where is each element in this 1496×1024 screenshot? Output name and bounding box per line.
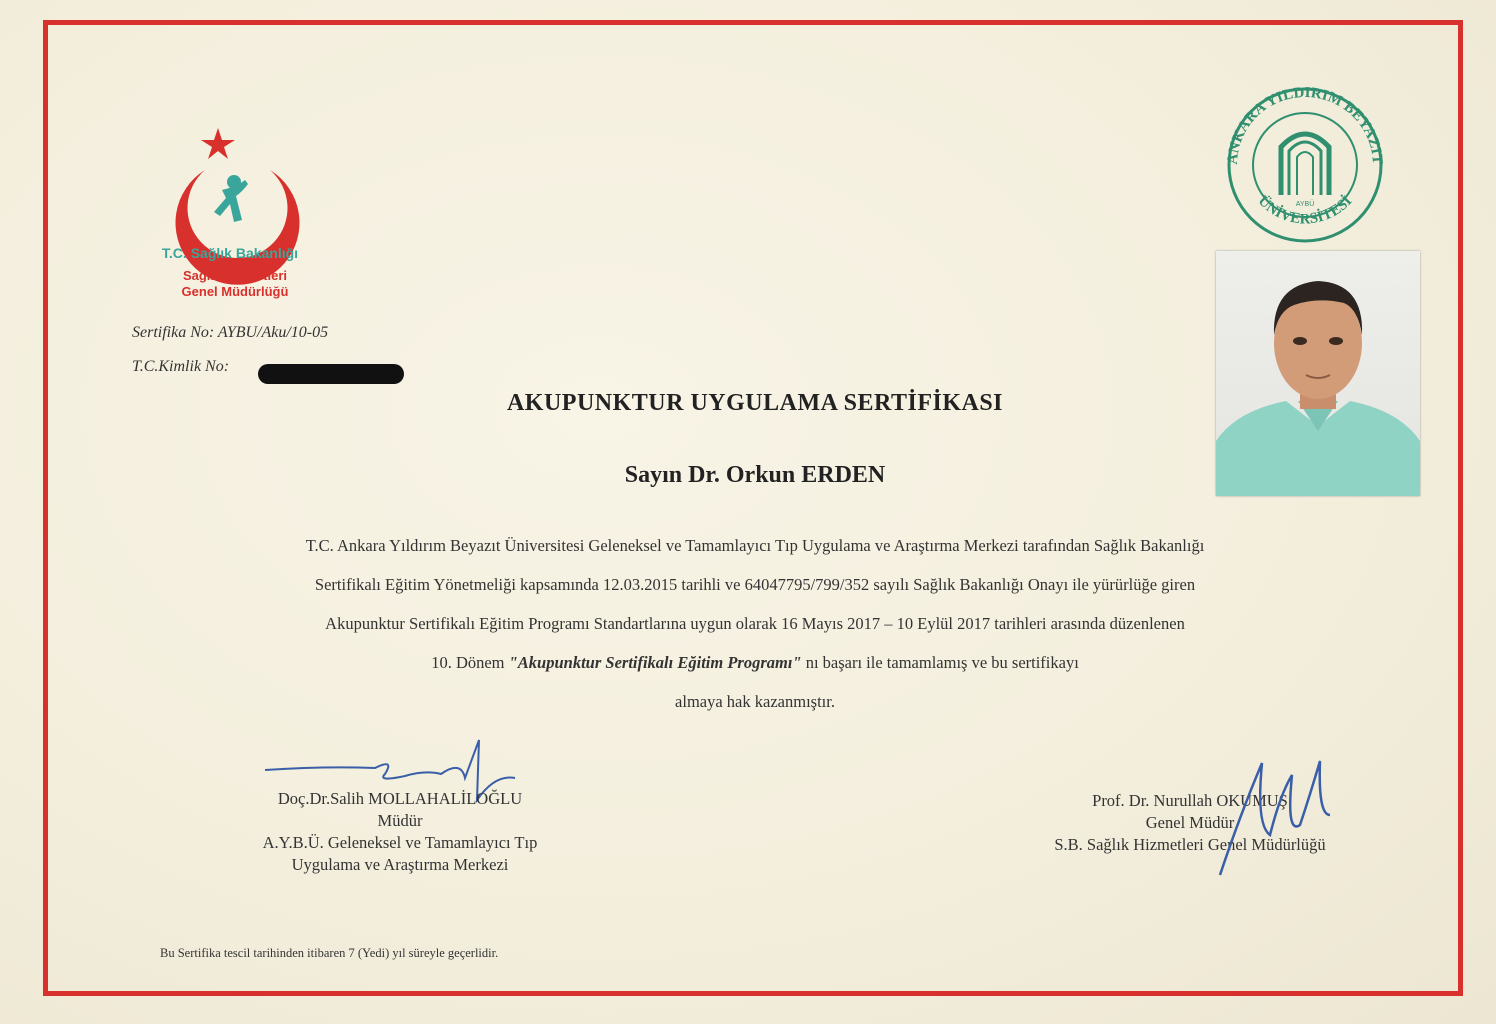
validity-note: Bu Sertifika tescil tarihinden itibaren 7 (Yedi) yıl süreyle geçerlidir. [160,946,499,960]
seal-top-text: ANKARA YILDIRIM BEYAZIT [1224,85,1386,166]
body-line-3: Akupunktur Sertifikalı Eğitim Programı Standartlarına uygun olarak 16 Mayıs 2017 – 10 Eylül 2017 tarihleri arasında düzenlenen [325,614,1185,633]
left-signatory-role: Müdür [377,811,423,830]
svg-text:ÜNİVERSİTESİ [1255,192,1356,227]
body-line-5: almaya hak kazanmıştır. [675,692,835,711]
certificate-title: AKUPUNKTUR UYGULAMA SERTİFİKASI [506,390,1004,416]
ministry-subtitle-line2: Genel Müdürlüğü [181,284,289,299]
body-line-4 [0,653,1496,673]
right-signatory-name: Prof. Dr. Nurullah OKUMUŞ [1092,791,1288,810]
body-line-1: T.C. Ankara Yıldırım Beyazıt Üniversitesi Geleneksel ve Tamamlayıcı Tıp Uygulama ve Araştırma Merkezi tarafından Sağlık Bakanlığı [305,536,1205,555]
recipient-name: Sayın Dr. Orkun ERDEN [624,462,886,488]
right-signature-icon [1200,755,1350,885]
left-signatory-org-1: A.Y.B.Ü. Geleneksel ve Tamamlayıcı Tıp [262,833,538,852]
body-line-4-prefix: 10. Dönem [431,653,509,672]
seal-center-text: AYBÜ [1295,201,1315,208]
portrait-image [1216,251,1420,496]
right-signatory-role: Genel Müdür [1145,813,1235,832]
university-seal-icon [1215,85,1395,245]
recipient-photo [1216,251,1420,496]
left-signatory [210,788,590,876]
seal-bottom-text: ÜNİVERSİTESİ [1254,193,1356,228]
body-line-2: Sertifikalı Eğitim Yönetmeliği kapsamında 12.03.2015 tarihli ve 64047795/799/352 sayılı Sağlık Bakanlığı Onayı ile yürürlüğe giren [314,575,1196,594]
certificate-number: Sertifika No: AYBU/Aku/10-05 [132,324,329,341]
ministry-name: T.C. Sağlık Bakanlığı [161,245,299,261]
left-signatory-name: Doç.Dr.Salih MOLLAHALİLOĞLU [277,789,523,808]
right-signatory-org-1: S.B. Sağlık Hizmetleri Genel Müdürlüğü [1054,835,1326,854]
svg-text:ANKARA YILDIRIM BEYAZIT [1225,85,1385,165]
ministry-subtitle-line1: Sağlık Hizmetleri [182,268,288,283]
id-number-redaction [258,364,404,384]
ministry-subtitle [140,268,330,300]
body-line-4-suffix: nı başarı ile tamamlamış ve bu sertifikayı [801,653,1079,672]
program-name: "Akupunktur Sertifikalı Eğitim Programı" [508,653,802,672]
id-number-label: T.C.Kimlik No: [132,358,230,375]
left-signatory-org-2: Uygulama ve Araştırma Merkezi [291,855,509,874]
